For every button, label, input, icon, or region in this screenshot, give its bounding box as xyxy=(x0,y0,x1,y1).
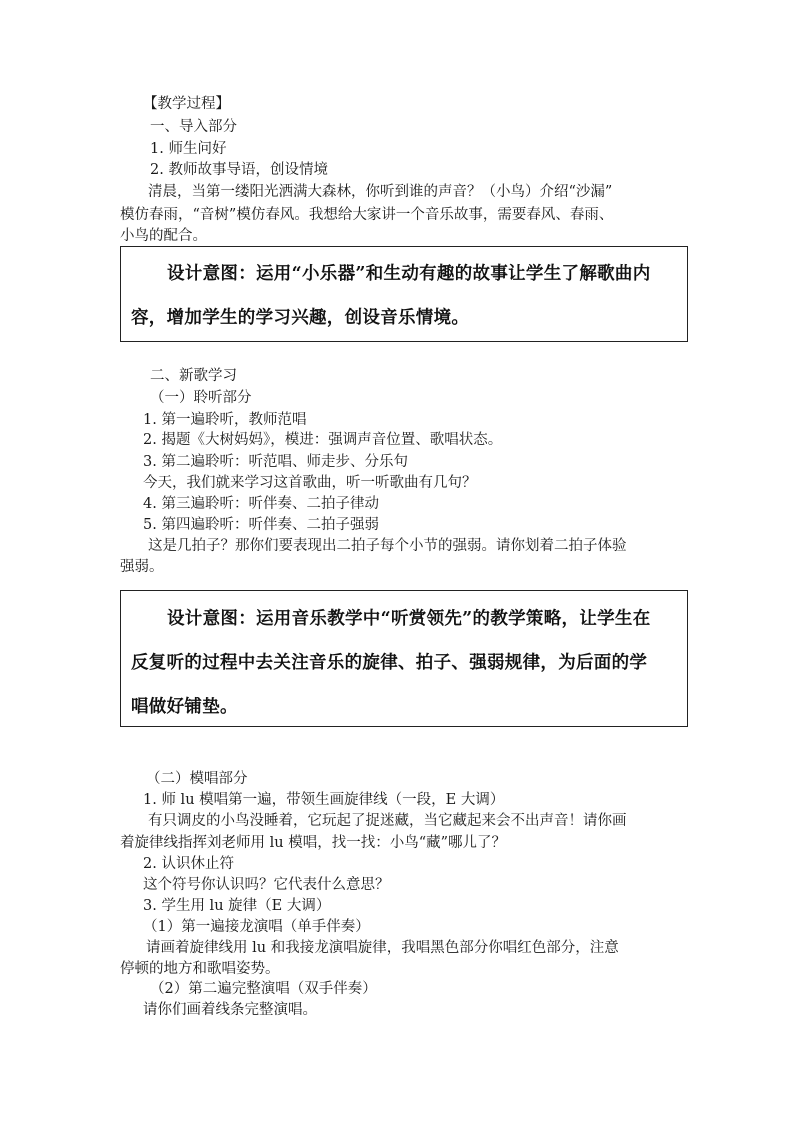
intro-paragraph-line-3: 小鸟的配合。 xyxy=(120,228,207,244)
listening-subheading: （一）聆听部分 xyxy=(150,390,252,406)
newsong-heading: 二、新歌学习 xyxy=(150,368,237,384)
intro-step-1: 1. 师生问好 xyxy=(150,141,227,157)
mimic-paragraph-4-line-1: 请画着旋律线用 lu 和我接龙演唱旋律，我唱黑色部分你唱红色部分，注意 xyxy=(146,940,619,956)
listening-paragraph-line-1: 这是几拍子？那你们要表现出二拍子每个小节的强弱。请你划着二拍子体验 xyxy=(148,538,627,554)
listening-paragraph-line-2: 强弱。 xyxy=(120,559,164,575)
mimic-step-1: 1. 师 lu 模唱第一遍，带领生画旋律线（一段，E 大调） xyxy=(143,792,505,808)
listening-step-5: 5. 第四遍聆听：听伴奏、二拍子强弱 xyxy=(143,517,379,533)
design-intent-2-line-3: 唱做好铺垫。 xyxy=(131,697,238,717)
intro-heading: 一、导入部分 xyxy=(150,119,237,135)
listening-step-1: 1. 第一遍聆听，教师范唱 xyxy=(143,412,307,428)
intro-paragraph-line-1: 清晨，当第一缕阳光洒满大森林，你听到谁的声音？（小鸟）介绍“沙漏” xyxy=(148,184,613,200)
mimic-paragraph-1-line-1: 有只调皮的小鸟没睡着，它玩起了捉迷藏，当它藏起来会不出声音！请你画 xyxy=(148,813,627,829)
mimic-paragraph-1-line-2: 着旋律线指挥刘老师用 lu 模唱，找一找：小鸟“藏”哪儿了？ xyxy=(120,835,507,851)
design-intent-box-2 xyxy=(120,590,688,727)
mimic-subheading: （二）模唱部分 xyxy=(146,771,248,787)
section-title: 【教学过程】 xyxy=(143,96,230,112)
intro-paragraph-line-2: 模仿春雨，“音树”模仿春风。我想给大家讲一个音乐故事，需要春风、春雨、 xyxy=(120,207,614,223)
design-intent-1-line-1: 设计意图：运用“小乐器”和生动有趣的故事让学生了解歌曲内 xyxy=(167,264,651,284)
mimic-paragraph-5: 请你们画着线条完整演唱。 xyxy=(143,1002,317,1018)
mimic-paragraph-4-line-2: 停顿的地方和歌唱姿势。 xyxy=(120,961,280,977)
design-intent-1-line-2: 容，增加学生的学习兴趣，创设音乐情境。 xyxy=(131,308,470,328)
listening-step-2: 2. 揭题《大树妈妈》，模进：强调声音位置、歌唱状态。 xyxy=(143,432,503,448)
listening-step-3: 3. 第二遍聆听：听范唱、师走步、分乐句 xyxy=(143,454,408,470)
mimic-question: 这个符号你认识吗？它代表什么意思？ xyxy=(143,877,390,893)
mimic-step-3: 3. 学生用 lu 旋律（E 大调） xyxy=(143,898,331,914)
design-intent-2-line-1: 设计意图：运用音乐教学中“听赏领先”的教学策略，让学生在 xyxy=(167,609,651,629)
design-intent-box-1 xyxy=(120,246,688,342)
design-intent-2-line-2: 反复听的过程中去关注音乐的旋律、拍子、强弱规律，为后面的学 xyxy=(131,653,648,673)
mimic-substep-1: （1）第一遍接龙演唱（单手伴奏） xyxy=(143,919,370,935)
mimic-step-2: 2. 认识休止符 xyxy=(143,856,234,872)
mimic-substep-2: （2）第二遍完整演唱（双手伴奏） xyxy=(150,981,377,997)
intro-step-2: 2. 教师故事导语，创设情境 xyxy=(150,162,328,178)
listening-question: 今天，我们就来学习这首歌曲，听一听歌曲有几句？ xyxy=(143,475,477,491)
listening-step-4: 4. 第三遍聆听：听伴奏、二拍子律动 xyxy=(143,496,379,512)
